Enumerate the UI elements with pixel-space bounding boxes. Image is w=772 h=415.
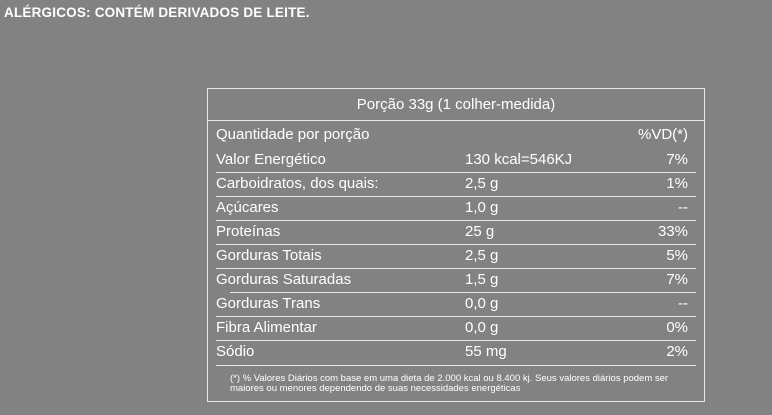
daily-value-footnote: (*) % Valores Diários com base em uma dieta de 2.000 kcal ou 8.400 kj. Seus valores diários podem ser maiores ou menores dependendo de suas necessidades energéticas [230,373,669,394]
portion-size: Porção 33g (1 colher-medida) [356,96,556,113]
nutrient-vd: 7% [666,151,688,168]
header-row [216,126,696,150]
nutrient-vd: -- [678,295,688,312]
quantity-label: Quantidade por porção [216,126,370,143]
nutrient-vd: 33% [657,223,688,240]
nutrient-vd: -- [678,199,688,216]
vd-header: %VD(*) [637,126,688,143]
divider [216,244,696,245]
nutrient-amount: 55 mg [465,343,507,360]
nutrient-amount: 0,0 g [465,319,499,336]
divider [216,196,696,197]
nutrient-amount: 130 kcal=546KJ [465,151,573,168]
nutrient-amount: 1,0 g [465,199,499,216]
nutrient-name: Sódio [216,343,255,360]
nutrient-name: Gorduras Totais [216,247,322,264]
nutrient-vd: 7% [666,271,688,288]
nutrient-vd: 2% [666,343,688,360]
nutrient-row-sodium [216,343,696,367]
nutrient-name: Fibra Alimentar [216,319,317,336]
nutrient-name: Gorduras Trans [216,295,321,312]
divider [216,172,696,173]
nutrient-vd: 5% [666,247,688,264]
divider [230,292,696,293]
divider [216,268,696,269]
divider [216,220,696,221]
nutrient-name: Carboidratos, dos quais: [216,175,379,192]
nutrient-amount: 0,0 g [465,295,499,312]
divider [208,120,704,121]
nutrition-facts-panel [207,88,705,402]
nutrient-vd: 0% [666,319,688,336]
nutrient-name: Proteínas [216,223,281,240]
allergen-notice: ALÉRGICOS: CONTÉM DERIVADOS DE LEITE. [4,5,310,20]
nutrient-name: Gorduras Saturadas [216,271,352,288]
nutrient-name: Açúcares [216,199,279,216]
nutrient-amount: 25 g [465,223,495,240]
divider [216,340,696,341]
nutrient-name: Valor Energético [216,151,326,168]
nutrient-vd: 1% [666,175,688,192]
divider [216,365,696,366]
nutrient-amount: 2,5 g [465,175,499,192]
divider [216,316,696,317]
nutrient-amount: 2,5 g [465,247,499,264]
nutrient-amount: 1,5 g [465,271,499,288]
